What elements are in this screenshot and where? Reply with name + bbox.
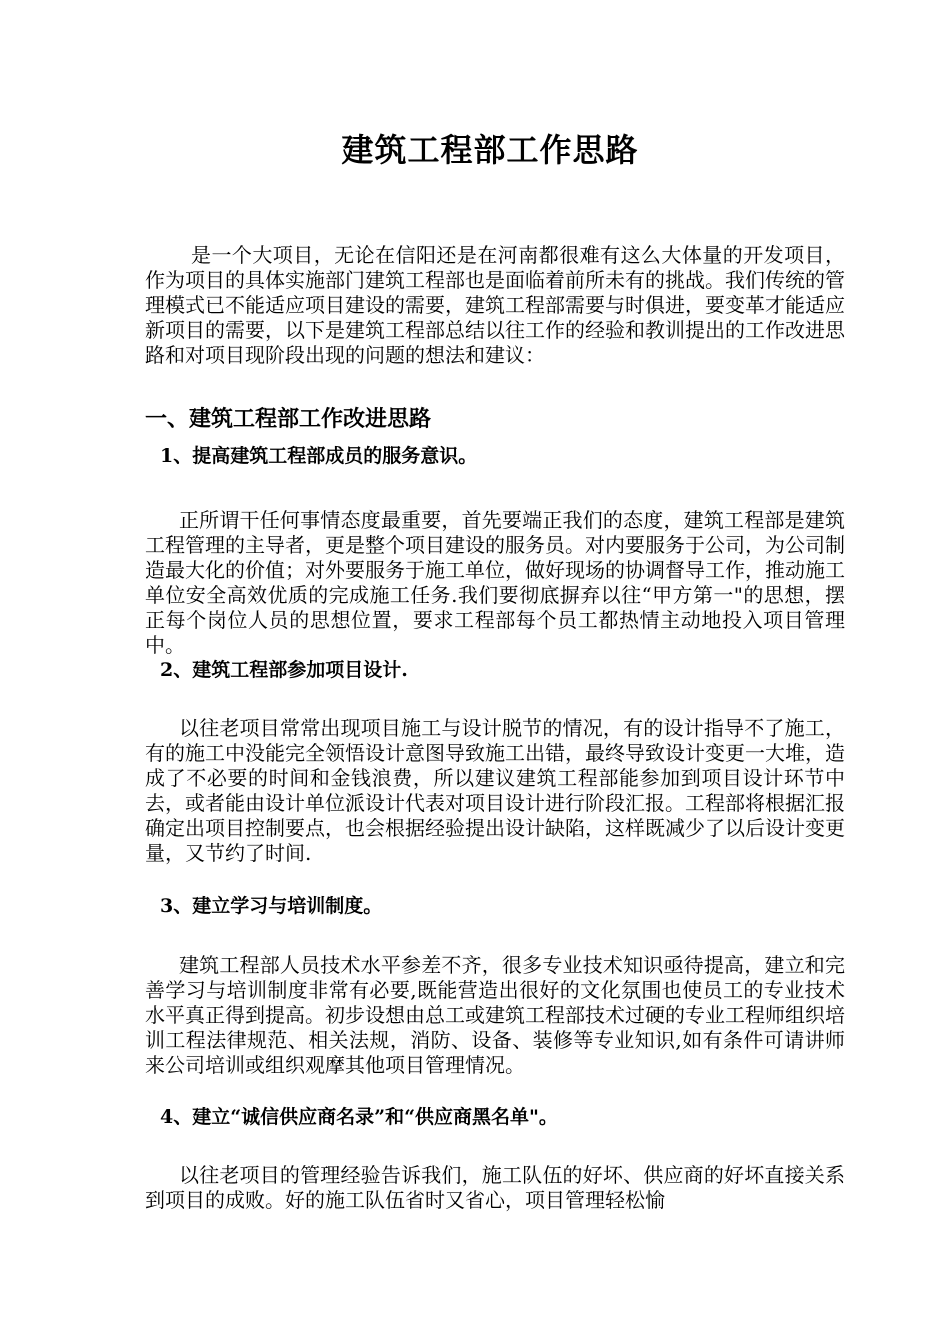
item-4-paragraph: 以往老项目的管理经验告诉我们，施工队伍的好坏、供应商的好坏直接关系到项目的成败。好的施工队伍省时又省心，项目管理轻松愉 (145, 1163, 845, 1212)
item-2-paragraph: 以往老项目常常出现项目施工与设计脱节的情况，有的设计指导不了施工，有的施工中没能完全领悟设计意图导致施工出错，最终导致设计变更一大堆，造成了不必要的时间和金钱浪费，所以建议建筑工程部能参加到项目设计环节中去，或者能由设计单位派设计代表对项目设计进行阶段汇报。工程部将根据汇报确定出项目控制要点，也会根据经验提出设计缺陷，这样既减少了以后设计变更量，又节约了时间. (145, 716, 845, 865)
item-3-heading: 3、建立学习与培训制度。 (160, 895, 383, 917)
section-heading: 一、建筑工程部工作改进思路 (145, 406, 432, 432)
document-title: 建筑工程部工作思路 (341, 131, 639, 169)
item-1-heading: 1、提高建筑工程部成员的服务意识。 (160, 445, 478, 467)
item-4-heading: 4、建立“诚信供应商名录”和“供应商黑名单"。 (160, 1106, 558, 1128)
item-1-paragraph: 正所谓干任何事情态度最重要，首先要端正我们的态度，建筑工程部是建筑工程管理的主导者，更是整个项目建设的服务员。对内要服务于公司，为公司制造最大化的价值；对外要服务于施工单位，做好现场的协调督导工作，推动施工单位安全高效优质的完成施工任务.我们要彻底摒弃以往“甲方第一"的思想，摆正每个岗位人员的思想位置，要求工程部每个员工都热情主动地投入项目管理中。 (145, 508, 845, 657)
item-3-paragraph: 建筑工程部人员技术水平参差不齐，很多专业技术知识亟待提高，建立和完善学习与培训制度非常有必要,既能营造出很好的文化氛围也使员工的专业技术水平真正得到提高。初步设想由总工或建筑工程部技术过硬的专业工程师组织培训工程法律规范、相关法规，消防、设备、装修等专业知识,如有条件可请讲师来公司培训或组织观摩其他项目管理情况。 (145, 953, 845, 1077)
item-2-heading: 2、建筑工程部参加项目设计. (160, 659, 408, 681)
intro-paragraph: 是一个大项目，无论在信阳还是在河南都很难有这么大体量的开发项目，作为项目的具体实施部门建筑工程部也是面临着前所未有的挑战。我们传统的管理模式已不能适应项目建设的需要，建筑工程部需要与时俱进，要变革才能适应新项目的需要，以下是建筑工程部总结以往工作的经验和教训提出的工作改进思路和对项目现阶段出现的问题的想法和建议： (145, 243, 845, 367)
